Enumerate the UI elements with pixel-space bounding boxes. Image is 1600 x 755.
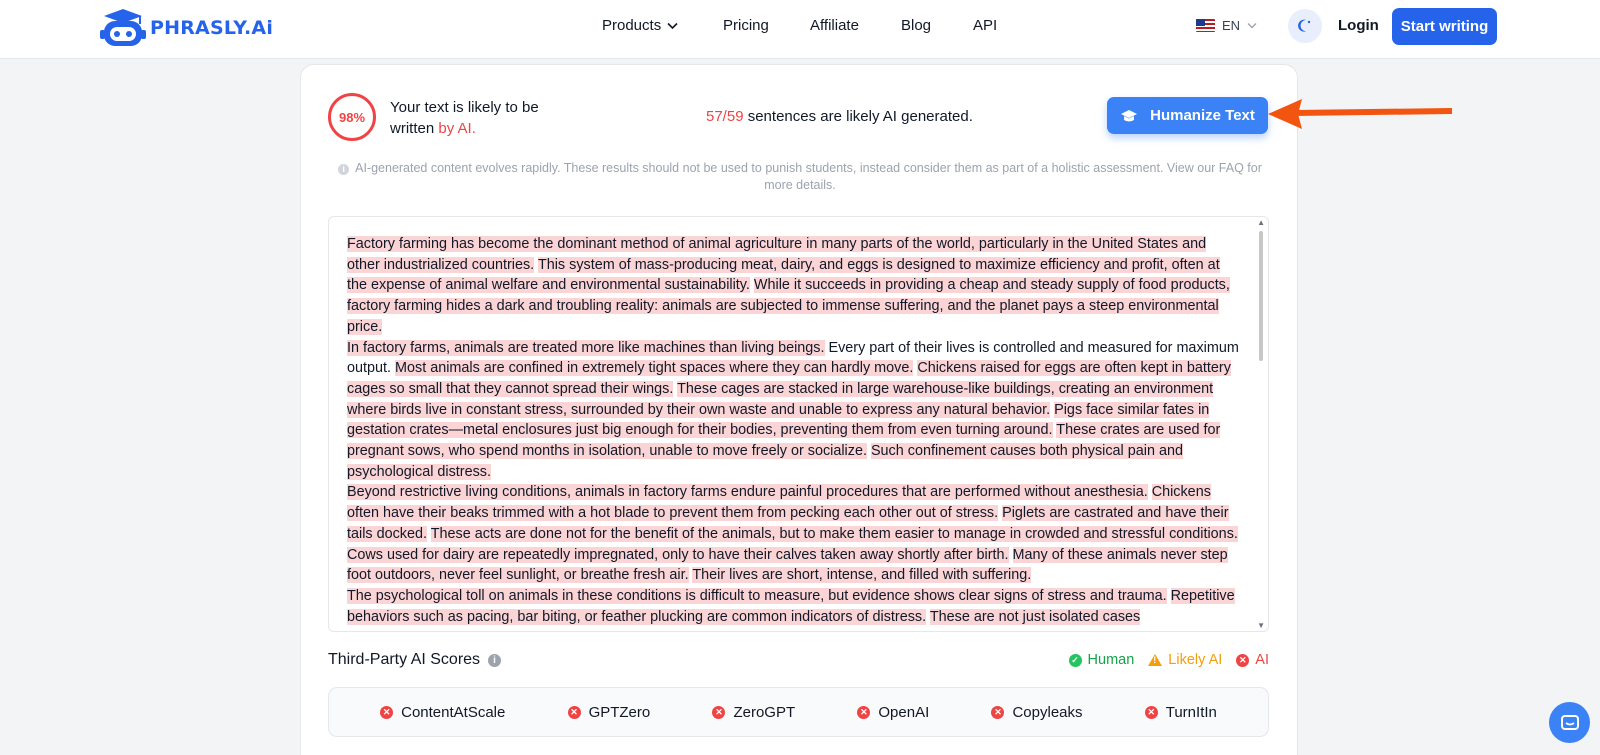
detector-item <box>991 704 1082 721</box>
chevron-down-icon <box>667 22 678 30</box>
humanize-label: Humanize Text <box>1150 107 1255 124</box>
nav-blog[interactable]: Blog <box>901 17 932 34</box>
robot-logo-icon <box>100 8 146 48</box>
chevron-down-icon <box>1247 22 1257 29</box>
detector-label: ContentAtScale <box>401 703 506 721</box>
login-link[interactable]: Login <box>1338 17 1379 34</box>
ai-sentence: Many of these animals never step foot outdoors, never feel sunlight, or breathe fresh air. <box>347 546 1228 584</box>
ai-likelihood-text <box>390 97 560 139</box>
nav-api[interactable]: API <box>973 17 998 34</box>
ai-sentence: Factory farming has become the dominant method of animal agriculture in many parts of the world, particularly in the United States and other industrialized countries. <box>347 236 1207 273</box>
detector-label: Copyleaks <box>1012 703 1083 721</box>
moon-icon <box>1296 17 1314 35</box>
ai-sentence: Most animals are confined in extremely tight spaces where they can hardly move. <box>395 360 914 377</box>
ai-sentence: While it succeeds in providing a cheap and steady supply of food products, factory farming hides a dark and troubling reality: animals are subjected to immense suffering, and the planet pays a steep environmental price. <box>347 277 1230 335</box>
nav-products[interactable] <box>602 17 678 34</box>
ai-sentence: Repetitive behaviors such as pacing, bar biting, or feather plucking are common indicators of distress. <box>347 587 1235 625</box>
ai-sentence: These cages are stacked in large warehouse-like buildings, creating an environment where birds live in constant stress, surrounded by their own waste and unable to express any natural behavior. <box>347 380 1214 418</box>
info-icon: i <box>338 164 349 175</box>
scroll-up-icon[interactable]: ▲ <box>1257 218 1265 227</box>
x-circle-icon: ✕ <box>568 706 581 719</box>
check-circle-icon: ✓ <box>1069 654 1082 667</box>
x-circle-icon: ✕ <box>712 706 725 719</box>
humanize-text-button[interactable] <box>1107 97 1268 134</box>
legend-ai <box>1236 652 1269 668</box>
human-sentence: Every part of their lives is controlled and measured for maximum output. <box>347 339 1239 377</box>
x-circle-icon: ✕ <box>857 706 870 719</box>
ai-sentence: These are not just isolated cases <box>929 608 1141 625</box>
graduation-cap-icon <box>1120 109 1138 123</box>
ai-sentence: These acts are done not for the benefit of the animals, but to make them easier to manage in crowded and stressful conditions. <box>430 525 1238 542</box>
top-navigation-bar <box>0 0 1600 59</box>
ai-sentence: Beyond restrictive living conditions, animals in factory farms endure painful procedures that are performed without anesthesia. <box>347 484 1148 501</box>
score-legend <box>1069 652 1269 668</box>
detector-item <box>568 704 651 721</box>
third-party-detectors <box>328 687 1269 737</box>
ai-sentence: These crates are used for pregnant sows, who spend months in isolation, unable to move freely or socialize. <box>347 422 1221 460</box>
analyzed-text-content <box>347 234 1240 627</box>
language-label: EN <box>1222 18 1241 33</box>
third-party-title-label: Third-Party AI Scores <box>328 651 481 668</box>
likely-text: Your text is likely to be written <box>390 99 539 137</box>
sentence-summary <box>706 108 973 125</box>
detector-label: GPTZero <box>588 703 651 721</box>
sentence-suffix: sentences are likely AI generated. <box>747 108 973 125</box>
ai-score-ring: 98% <box>328 93 376 141</box>
logo[interactable] <box>100 8 273 48</box>
x-circle-icon: ✕ <box>991 706 1004 719</box>
legend-likely-ai <box>1148 652 1222 668</box>
detector-label: TurnItIn <box>1165 703 1217 721</box>
chat-support-button[interactable] <box>1549 702 1590 743</box>
ai-sentence: The psychological toll on animals in these conditions is difficult to measure, but evidence shows clear signs of stress and trauma. <box>347 587 1167 604</box>
start-writing-button[interactable]: Start writing <box>1392 8 1497 45</box>
language-selector[interactable] <box>1196 18 1257 33</box>
scroll-down-icon[interactable]: ▼ <box>1257 621 1265 630</box>
nav-pricing[interactable]: Pricing <box>723 17 769 34</box>
detector-item <box>1145 704 1217 721</box>
ai-sentence: Piglets are castrated and have their tails docked. <box>347 505 1229 542</box>
warning-triangle-icon <box>1148 654 1162 666</box>
detector-item <box>380 704 505 721</box>
ai-sentence: Pigs face similar fates in gestation crates—metal enclosures just big enough for their bodies, preventing them from even turning around. <box>347 401 1210 439</box>
legend-ai-label: AI <box>1255 652 1269 668</box>
x-circle-icon: ✕ <box>1145 706 1158 719</box>
ai-sentence: In factory farms, animals are treated more like machines than living beings. <box>347 339 825 356</box>
ai-sentence: Chickens often have their beaks trimmed with a hot blade to prevent them from pecking each other out of stress. <box>347 484 1211 522</box>
sentence-count: 57/59 <box>706 108 744 125</box>
disclaimer-text <box>330 160 1270 194</box>
info-icon[interactable]: i <box>488 654 501 667</box>
nav-affiliate[interactable]: Affiliate <box>810 17 859 34</box>
annotation-arrow-icon <box>1268 97 1452 131</box>
chat-icon <box>1560 713 1580 733</box>
x-circle-icon: ✕ <box>380 706 393 719</box>
detector-label: ZeroGPT <box>733 703 796 721</box>
legend-likely-label: Likely AI <box>1168 652 1223 668</box>
ai-sentence: Such confinement causes both physical pain and psychological distress. <box>347 443 1183 480</box>
logo-text: PHRASLY.Ai <box>150 17 274 39</box>
ai-sentence: Chickens raised for eggs are often kept in battery cages so small that they cannot spread their wings. <box>347 360 1231 397</box>
x-circle-icon: ✕ <box>1236 654 1249 667</box>
disclaimer-body: AI-generated content evolves rapidly. These results should not be used to punish students, instead consider them as part of a holistic assessment. View our FAQ for more details. <box>355 161 1262 192</box>
human-sentence <box>1009 547 1013 563</box>
theme-toggle-button[interactable] <box>1288 9 1322 43</box>
likely-by-ai: by AI. <box>438 120 476 137</box>
nav-products-label: Products <box>602 17 662 34</box>
legend-human-label: Human <box>1087 652 1135 668</box>
detector-item <box>857 704 929 721</box>
us-flag-icon <box>1196 19 1215 32</box>
ai-sentence: Cows used for dairy are repeatedly impregnated, only to have their calves taken away shortly after birth. <box>347 546 1009 563</box>
ai-sentence: This system of mass-producing meat, dairy, and eggs is designed to maximize efficiency and profit, often at the expense of animal welfare and environmental sustainability. <box>347 256 1220 294</box>
detector-label: OpenAI <box>878 703 930 721</box>
detector-item <box>712 704 795 721</box>
scrollbar-thumb[interactable] <box>1259 231 1263 361</box>
ai-sentence: Their lives are short, intense, and filled with suffering. <box>692 567 1032 584</box>
analyzed-text-box[interactable] <box>328 216 1269 632</box>
third-party-scores-title <box>328 651 507 669</box>
legend-human <box>1069 652 1135 668</box>
